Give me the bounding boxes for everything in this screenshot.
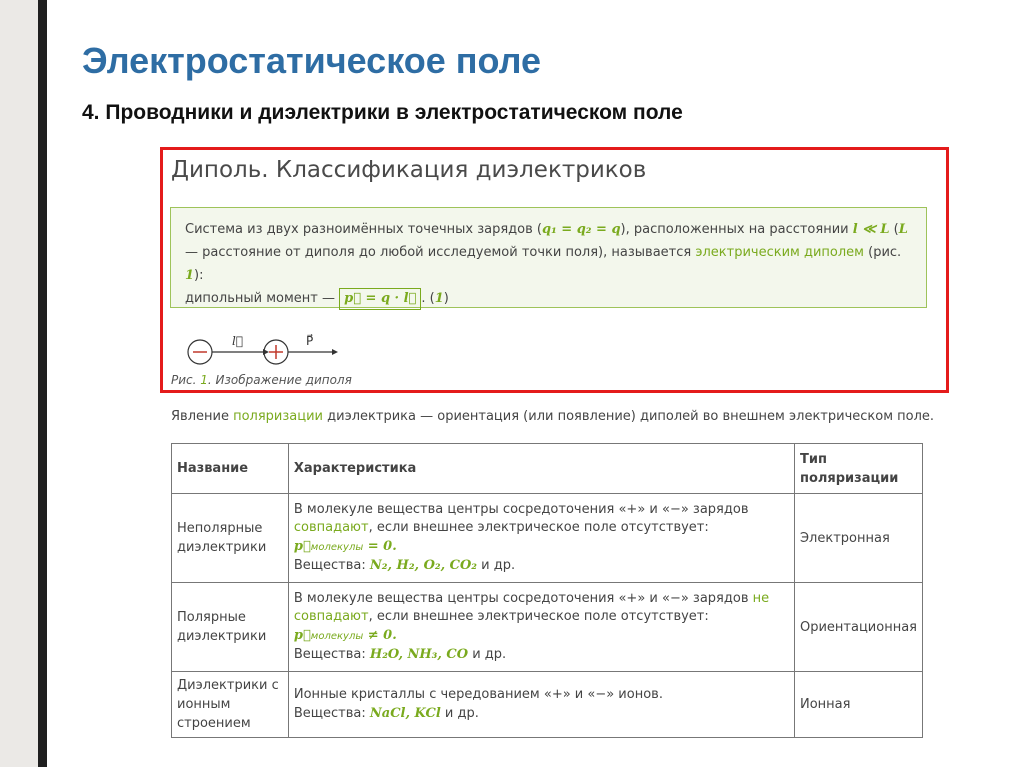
highlight-frame <box>160 147 949 393</box>
moment-subscript: молекулы <box>310 541 364 553</box>
polarization-definition <box>171 409 934 424</box>
row-highlight: совпадают <box>293 520 369 535</box>
equation-number: 1 <box>434 291 444 306</box>
definition-text: ): <box>194 268 204 283</box>
row-text: Ионные кристаллы с чередованием «+» и «−» ионов. <box>293 687 663 702</box>
row-name: Диэлектрики с ионным строением <box>172 672 289 738</box>
caption-prefix: Рис. <box>171 373 201 387</box>
row-characteristic <box>288 672 794 738</box>
dipole-term-link[interactable]: электрическим диполем <box>695 245 864 260</box>
moment-relation: = 0. <box>363 538 397 554</box>
p-vector-label: P⃗ <box>306 334 314 348</box>
substances-tail: и др. <box>477 558 516 573</box>
row-text: В молекуле вещества центры сосредоточения «+» и «−» зарядов <box>293 501 749 517</box>
substances-formulas: NaCl, KCl <box>369 705 441 721</box>
definition-text: (рис. <box>863 245 902 260</box>
l-vector-label: l⃗ <box>232 334 244 348</box>
substances-label: Вещества: <box>293 705 370 721</box>
table-row <box>172 583 923 672</box>
definition-text: — расстояние от диполя до любой исследуемой точки поля), называется <box>185 245 696 260</box>
distance-symbol: L <box>898 222 908 237</box>
caption-number: 1 <box>200 373 208 387</box>
charge-expression: q₁ = q₂ = q <box>541 222 621 237</box>
definition-text: ) <box>443 291 449 306</box>
row-type: Электронная <box>794 494 922 583</box>
row-text: , если внешнее электрическое поле отсутствует: <box>368 520 709 535</box>
polarization-text: диэлектрика — ориентация (или появление) диполей во внешнем электрическом поле. <box>323 409 935 424</box>
table-row <box>172 494 923 583</box>
definition-text: дипольный момент — <box>185 291 340 306</box>
caption-text: . Изображение диполя <box>207 373 352 387</box>
polarization-text: Явление <box>171 409 234 424</box>
row-type: Ионная <box>794 672 922 738</box>
row-name: Неполярные диэлектрики <box>172 494 289 583</box>
row-name: Полярные диэлектрики <box>172 583 289 672</box>
dielectrics-table <box>171 443 923 738</box>
polarization-term-link[interactable]: поляризации <box>233 409 324 424</box>
row-type: Ориентационная <box>794 583 922 672</box>
section-heading: Диполь. Классификация диэлектриков <box>171 157 647 183</box>
substances-formulas: H₂O, NH₃, CO <box>369 647 469 662</box>
row-highlight: не совпадают <box>293 590 770 624</box>
substances-tail: и др. <box>440 705 479 721</box>
definition-text: . ( <box>421 291 435 306</box>
definition-text: Система из двух разноимённых точечных зарядов ( <box>185 222 542 237</box>
moment-relation: ≠ 0. <box>363 627 397 643</box>
header-name: Название <box>172 444 289 494</box>
table-row <box>172 672 923 738</box>
row-text: , если внешнее электрическое поле отсутствует: <box>368 609 709 624</box>
substances-formulas: N₂, H₂, O₂, CO₂ <box>369 558 477 573</box>
row-text: В молекуле вещества центры сосредоточения «+» и «−» зарядов <box>293 590 753 606</box>
distance-expression: l ≪ L <box>852 222 890 237</box>
substances-tail: и др. <box>468 647 507 662</box>
row-characteristic <box>288 583 794 672</box>
header-polarization-type: Тип поляризации <box>794 444 922 494</box>
moment-subscript: молекулы <box>310 630 364 642</box>
dipole-moment-formula: p⃗ = q · l⃗ <box>339 288 421 310</box>
slide-subtitle: 4. Проводники и диэлектрики в электростатическом поле <box>82 101 683 124</box>
substances-label: Вещества: <box>293 558 370 573</box>
definition-text: ), расположенных на расстоянии <box>620 222 853 237</box>
moment-symbol: p⃗ <box>293 627 311 643</box>
definition-text: ( <box>889 222 899 237</box>
slide-title: Электростатическое поле <box>82 40 541 81</box>
slide-left-bar <box>38 0 47 767</box>
table-header-row <box>172 444 923 494</box>
substances-label: Вещества: <box>293 647 370 662</box>
header-characteristic: Характеристика <box>288 444 794 494</box>
figure-ref[interactable]: 1 <box>185 268 195 283</box>
row-characteristic <box>288 494 794 583</box>
moment-symbol: p⃗ <box>293 538 311 554</box>
